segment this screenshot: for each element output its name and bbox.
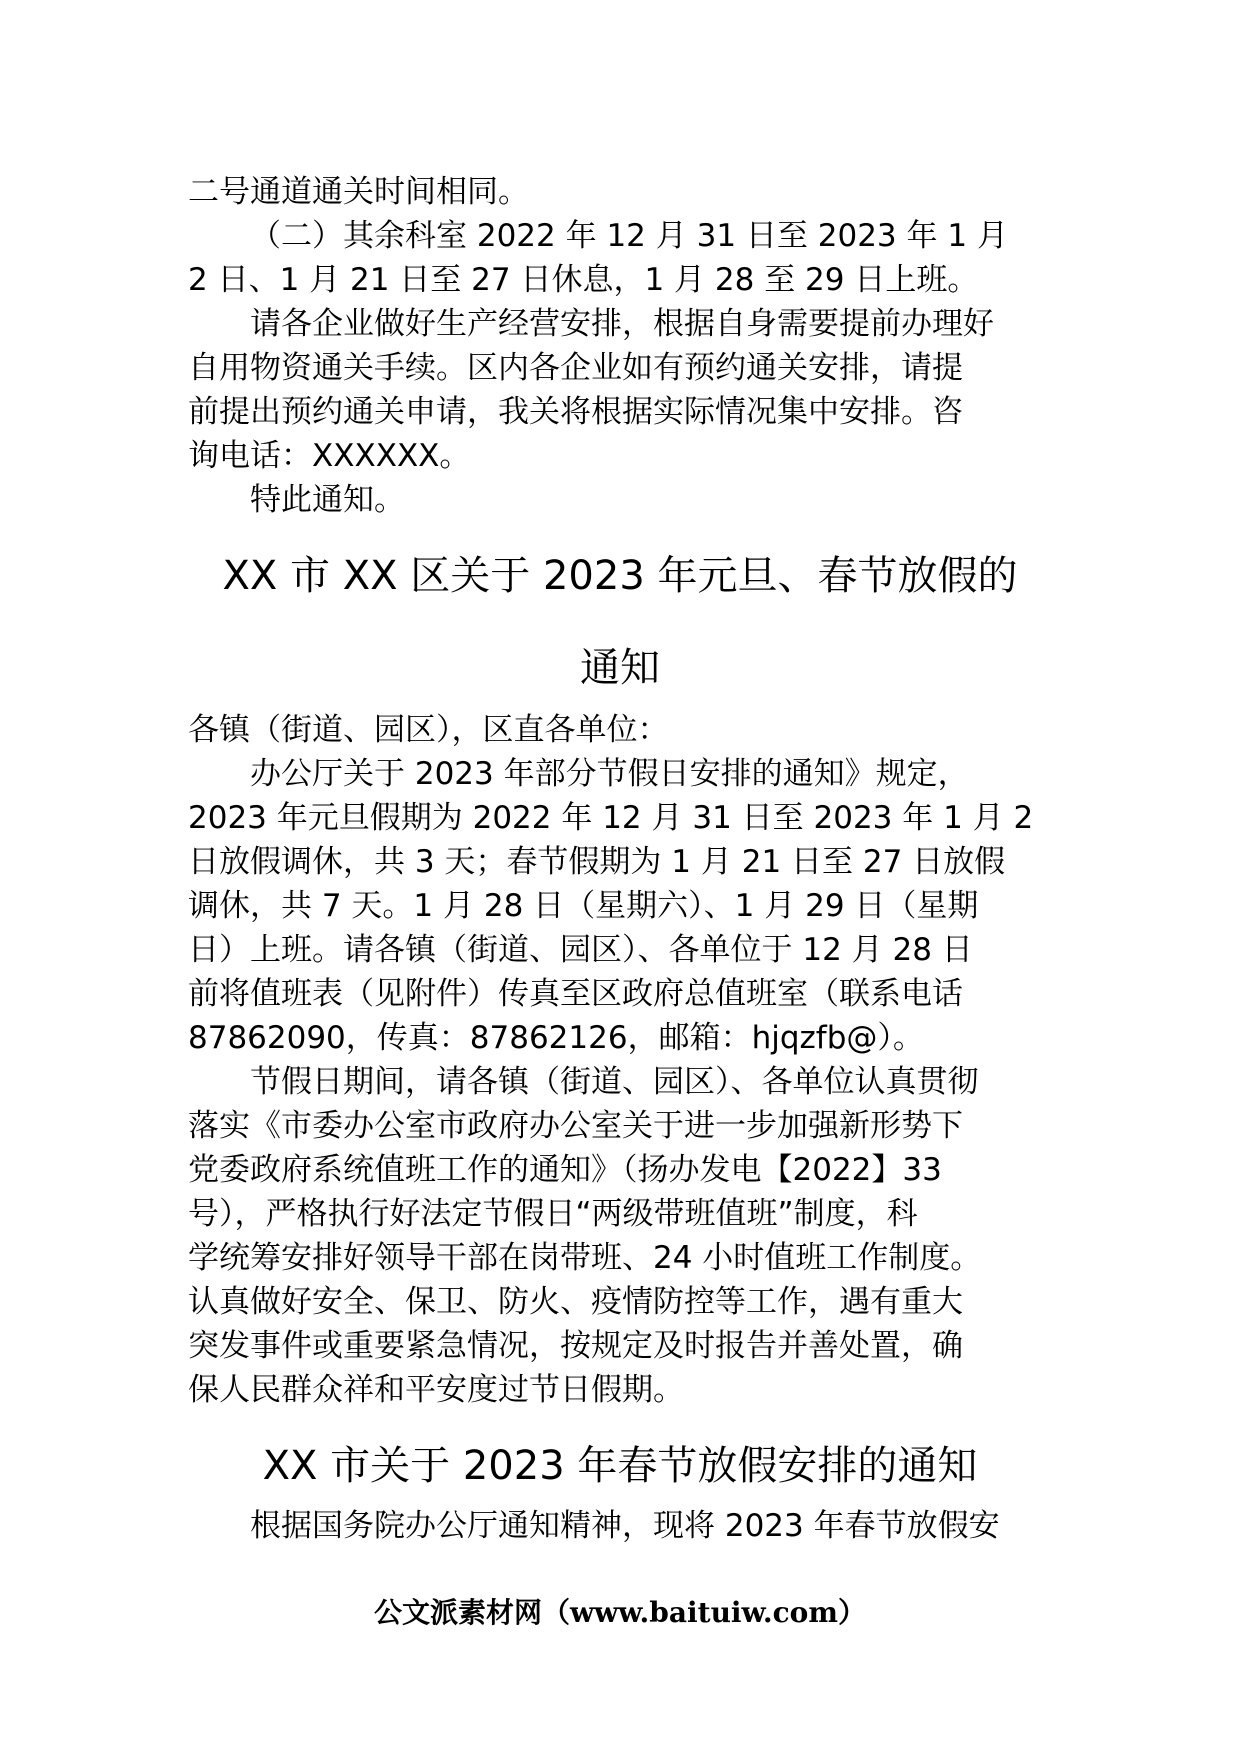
- paragraph-line: 保人民群众祥和平安度过节日假期。: [188, 1372, 684, 1408]
- paragraph-line: 日）上班。请各镇（街道、园区）、各单位于 12 月 28 日: [188, 932, 973, 968]
- paragraph-line: 自用物资通关手续。区内各企业如有预约通关安排，请提: [188, 350, 963, 386]
- paragraph-line: 日放假调休，共 3 天；春节假期为 1 月 21 日至 27 日放假: [188, 844, 1006, 880]
- paragraph-line: 调休，共 7 天。1 月 28 日（星期六）、1 月 29 日（星期: [188, 888, 979, 924]
- paragraph-line: 办公厅关于 2023 年部分节假日安排的通知》规定，: [250, 756, 969, 792]
- paragraph-line: 2 日、1 月 21 日至 27 日休息，1 月 28 至 29 日上班。: [188, 262, 979, 298]
- footer-watermark: 公文派素材网（www.baituiw.com）: [374, 1596, 866, 1629]
- paragraph-line: 二号通道通关时间相同。: [188, 174, 529, 210]
- paragraph-line: 认真做好安全、保卫、防火、疫情防控等工作，遇有重大: [188, 1284, 963, 1320]
- paragraph-line: 突发事件或重要紧急情况，按规定及时报告并善处置，确: [188, 1328, 963, 1364]
- paragraph-line: 前提出预约通关申请，我关将根据实际情况集中安排。咨: [188, 394, 963, 430]
- paragraph-line: 党委政府系统值班工作的通知》（扬办发电【2022】33: [188, 1152, 942, 1188]
- paragraph-line: 号），严格执行好法定节假日“两级带班值班”制度，科: [188, 1196, 918, 1232]
- notice-title: XX 市关于 2023 年春节放假安排的通知: [262, 1443, 978, 1489]
- paragraph-line: 学统筹安排好领导干部在岗带班、24 小时值班工作制度。: [188, 1240, 982, 1276]
- paragraph-line: 特此通知。: [250, 482, 405, 518]
- notice-title: XX 市 XX 区关于 2023 年元旦、春节放假的: [222, 553, 1018, 599]
- paragraph-line: 落实《市委办公室市政府办公室关于进一步加强新形势下: [188, 1108, 963, 1144]
- paragraph-line: 询电话：XXXXXX。: [188, 438, 471, 474]
- paragraph-line: 2023 年元旦假期为 2022 年 12 月 31 日至 2023 年 1 月 2: [188, 800, 1034, 836]
- paragraph-line: 87862090，传真：87862126，邮箱：hjqzfb@）。: [188, 1020, 924, 1056]
- paragraph-line: （二）其余科室 2022 年 12 月 31 日至 2023 年 1 月: [250, 218, 1008, 254]
- paragraph-line: 请各企业做好生产经营安排，根据自身需要提前办理好: [250, 306, 994, 342]
- paragraph-line: 前将值班表（见附件）传真至区政府总值班室（联系电话: [188, 976, 963, 1012]
- paragraph-line: 节假日期间，请各镇（街道、园区）、各单位认真贯彻: [250, 1064, 979, 1100]
- notice-title: 通知: [580, 645, 660, 691]
- salutation: 各镇（街道、园区），区直各单位：: [188, 712, 669, 748]
- paragraph-line: 根据国务院办公厅通知精神，现将 2023 年春节放假安: [250, 1508, 1000, 1544]
